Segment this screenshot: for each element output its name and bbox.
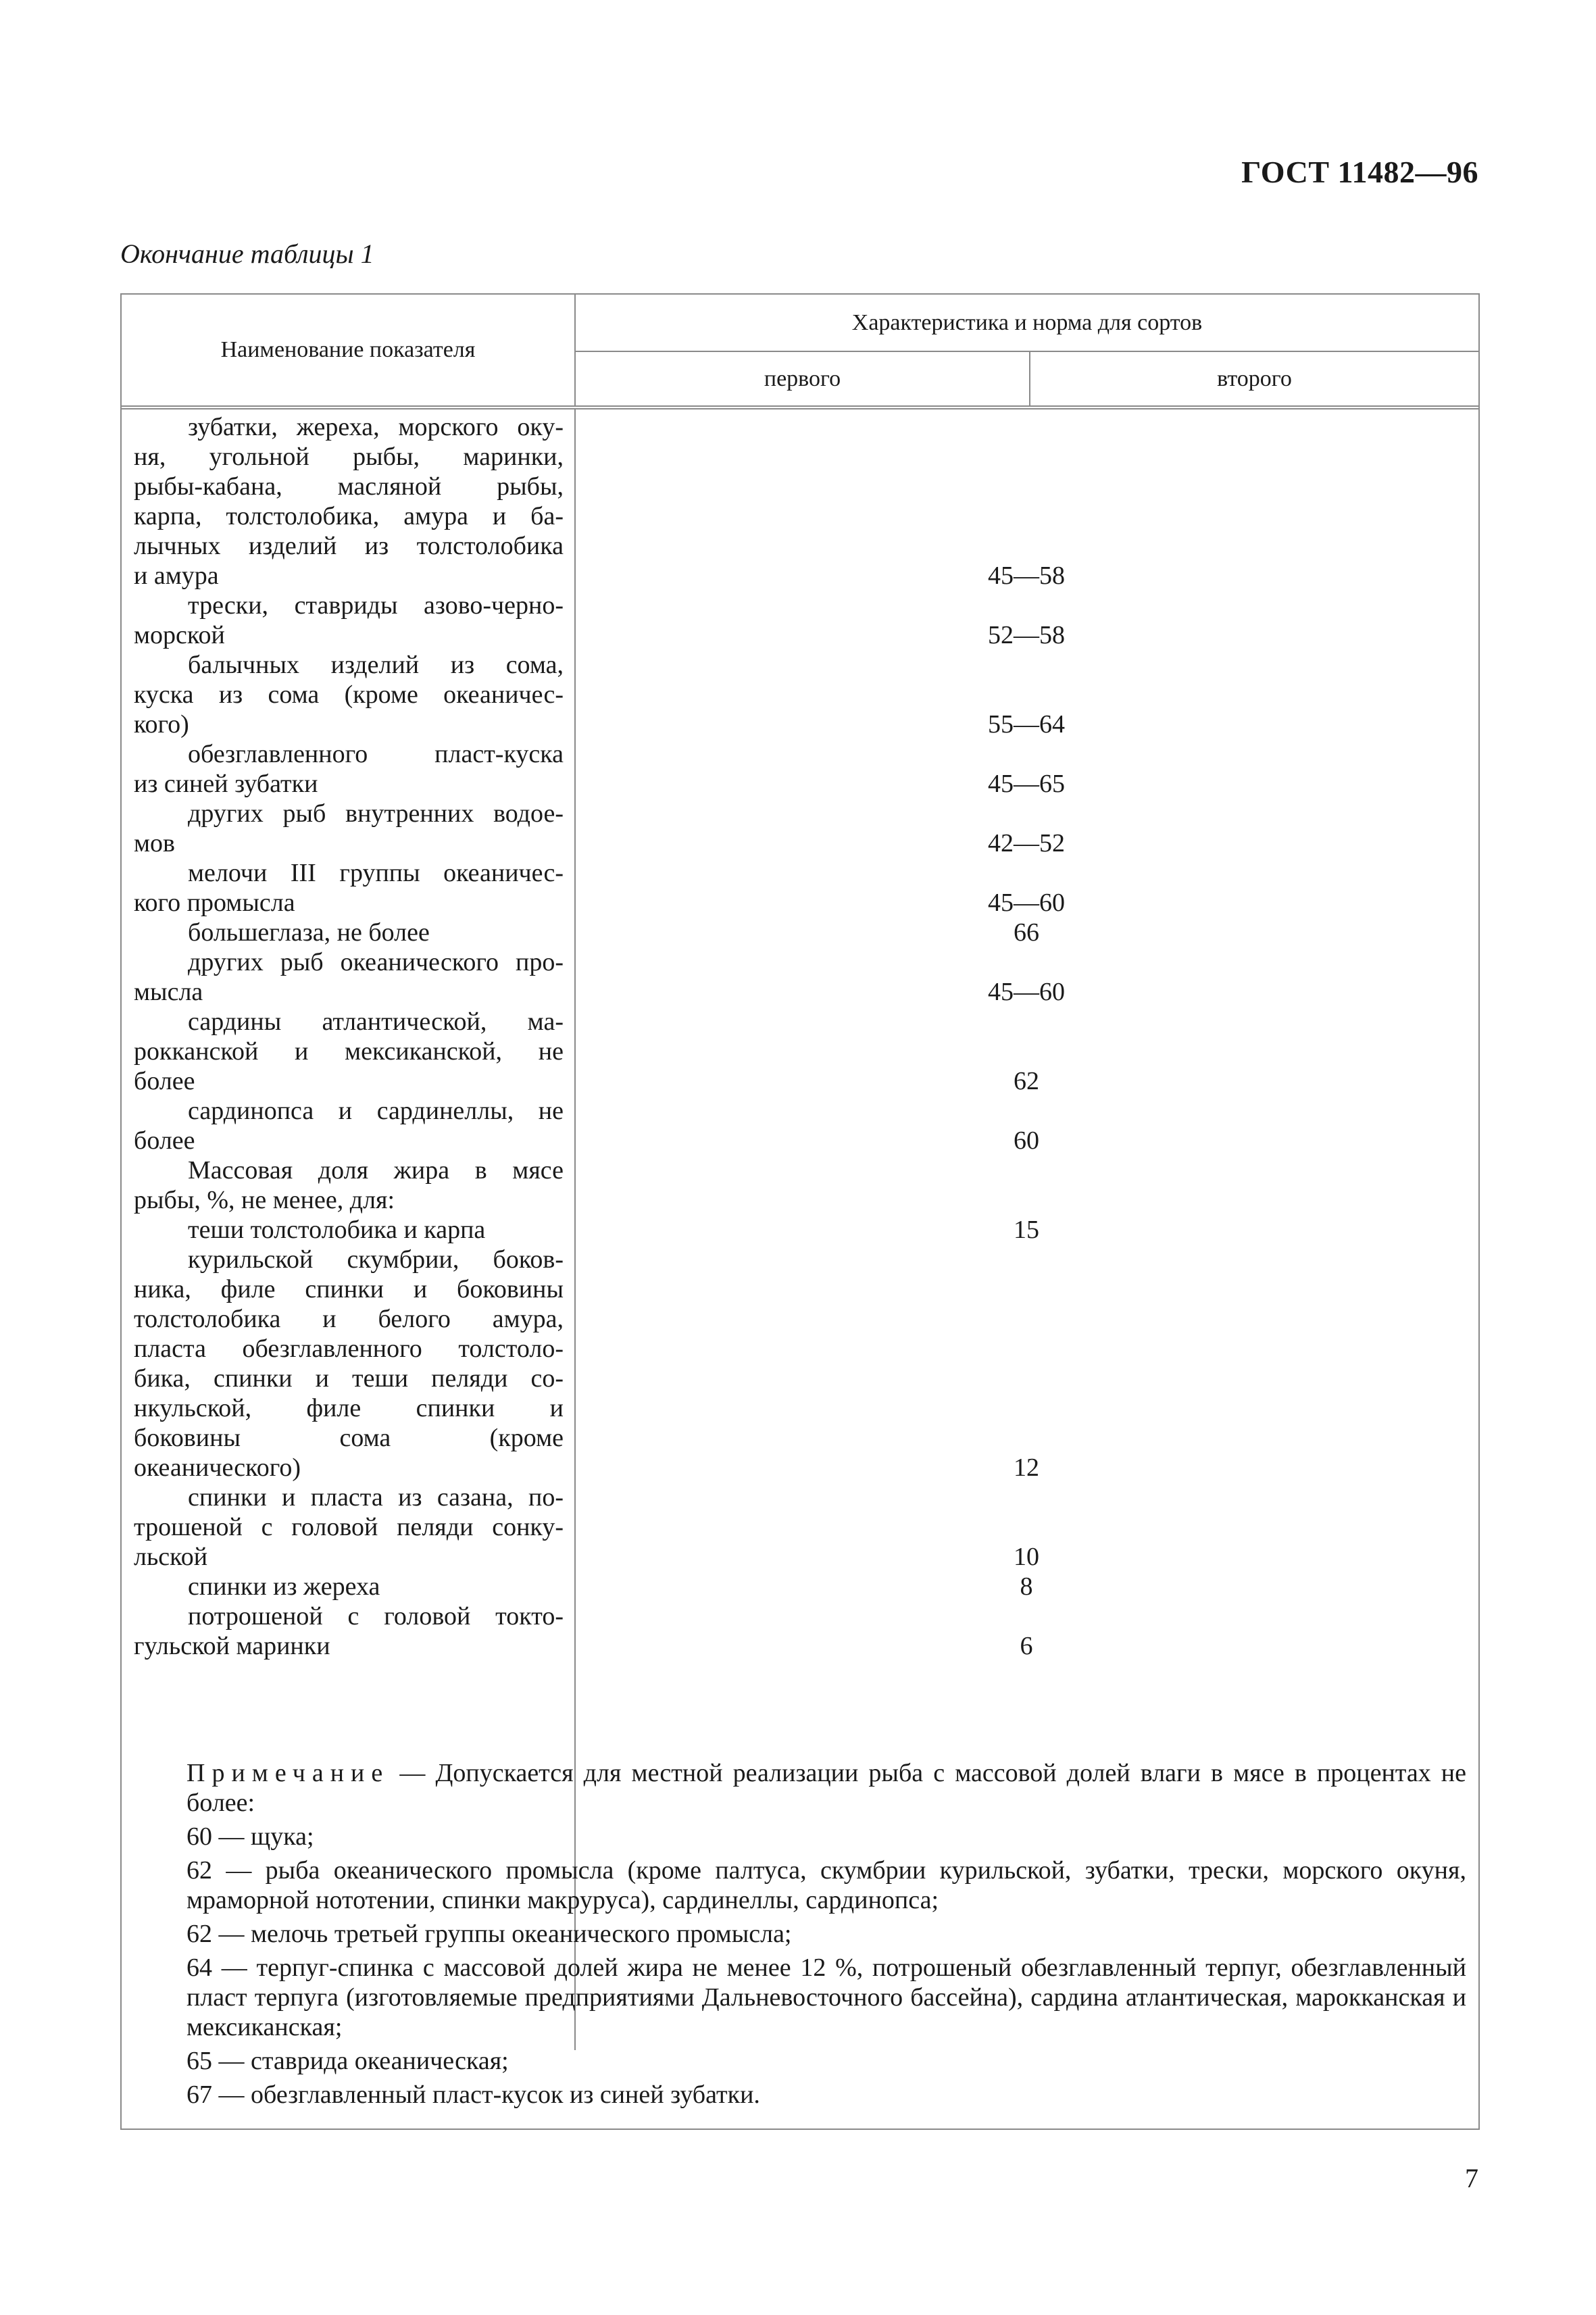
indicator-line: Массовая доля жира в мясе (188, 1156, 564, 1185)
indicator-line: других рыб океанического про- (188, 948, 564, 976)
indicator-value: 45—60 (988, 889, 1065, 917)
indicator-value-cell (574, 977, 1478, 1007)
indicator-line: мелочи III группы океаничес- (188, 859, 564, 887)
table-row (122, 591, 1478, 650)
indicator-value-cell (574, 1066, 1478, 1096)
indicator-value: 60 (1014, 1126, 1039, 1155)
table-body (122, 412, 1478, 1661)
indicator-line: куска из сома (кроме океаничес- (134, 680, 564, 709)
indicator-line: мысла (134, 978, 203, 1006)
indicator-value: 52—58 (988, 621, 1065, 649)
table-row (122, 1572, 1478, 1601)
note-item: 65 — ставрида океаническая; (186, 2047, 509, 2075)
indicator-line: ня, угольной рыбы, маринки, (134, 443, 564, 471)
indicator-line: карпа, толстолобика, амура и ба- (134, 502, 564, 530)
table-row (122, 1096, 1478, 1155)
indicator-name (122, 1245, 574, 1483)
indicator-value: 66 (1014, 918, 1039, 947)
indicator-value-cell (574, 620, 1478, 650)
indicator-value-cell (574, 1185, 1478, 1215)
indicator-name (122, 918, 574, 947)
indicator-line: мов (134, 829, 175, 857)
table-row (122, 1245, 1478, 1483)
indicator-line: трошеной с головой пеляди сонку- (134, 1513, 564, 1541)
indicator-value-cell (574, 1215, 1478, 1245)
table-row (122, 739, 1478, 799)
indicator-name (122, 739, 574, 799)
document-id: ГОСТ 11482—96 (1241, 155, 1478, 189)
indicator-line: ника, филе спинки и боковины (134, 1275, 564, 1303)
indicator-value: 45—65 (988, 770, 1065, 798)
indicator-line: льской (134, 1543, 208, 1571)
table-row (122, 799, 1478, 858)
indicator-line: трески, ставриды азово-черно- (188, 591, 564, 620)
indicator-value-cell (574, 918, 1478, 947)
note-item: 67 — обезглавленный пласт-кусок из синей зубатки. (186, 2081, 760, 2109)
note-label: Примечание (186, 1759, 390, 1787)
table-row (122, 918, 1478, 947)
indicator-name (122, 1572, 574, 1601)
table-row (122, 412, 1478, 591)
indicator-value-cell (574, 710, 1478, 739)
table-row (122, 1483, 1478, 1572)
indicator-line: и амура (134, 562, 219, 590)
column-header-indicator: Наименование показателя (220, 337, 476, 362)
indicator-name (122, 650, 574, 739)
page-number: 7 (1465, 2163, 1478, 2193)
indicator-value: 62 (1014, 1067, 1039, 1095)
indicator-value: 45—60 (988, 978, 1065, 1006)
indicator-line: более (134, 1067, 195, 1095)
indicator-line: рыбы-кабана, масляной рыбы, (134, 472, 564, 501)
table-caption: Окончание таблицы 1 (120, 239, 374, 269)
indicator-line: большеглаза, не более (188, 918, 430, 947)
indicator-value: 55—64 (988, 710, 1065, 739)
indicator-line: боковины сома (кроме (134, 1424, 564, 1452)
indicator-line: морской (134, 621, 225, 649)
indicator-line: бика, спинки и теши пеляди со- (134, 1364, 564, 1393)
indicator-line: спинки и пласта из сазана, по- (188, 1483, 564, 1512)
indicator-value: 15 (1014, 1216, 1039, 1244)
table-row (122, 947, 1478, 1007)
indicator-line: зубатки, жереха, морского оку- (188, 413, 564, 441)
indicator-value-cell (574, 1631, 1478, 1661)
indicator-line: спинки из жереха (188, 1572, 380, 1601)
table-row (122, 858, 1478, 918)
indicator-value: 45—58 (988, 562, 1065, 590)
table-note (120, 1758, 1480, 2114)
column-header-characteristic: Характеристика и норма для сортов (851, 309, 1203, 335)
indicator-line: рыбы, %, не менее, для: (134, 1186, 395, 1214)
table-row (122, 1601, 1478, 1661)
indicator-value: 10 (1014, 1543, 1039, 1571)
indicator-value-cell (574, 1572, 1478, 1601)
indicator-name (122, 858, 574, 918)
indicator-value-cell (574, 888, 1478, 918)
indicator-value-cell (574, 828, 1478, 858)
indicator-name (122, 1215, 574, 1245)
indicator-line: более (134, 1126, 195, 1155)
indicator-name (122, 1155, 574, 1215)
note-item: 60 — щука; (186, 1822, 314, 1851)
indicator-value: 12 (1014, 1453, 1039, 1482)
indicator-name (122, 1007, 574, 1096)
table-row (122, 1215, 1478, 1245)
table-row (122, 1007, 1478, 1096)
indicator-name (122, 1096, 574, 1155)
note-item: 64 — терпуг-спинка с массовой долей жира не менее 12 %, потрошеный обезглавленный терпуг, обезглавленный пласт терпуга (изготовляемые предприятиями Дальневосточного бассейна), сардина атлантическая, марокканская и мексиканская; (186, 1953, 1466, 2041)
indicator-line: пласта обезглавленного толстоло- (134, 1335, 564, 1363)
indicator-value: 42—52 (988, 829, 1065, 857)
indicator-line: нкульской, филе спинки и (134, 1394, 564, 1422)
indicator-value-cell (574, 769, 1478, 799)
indicator-line: рокканской и мексиканской, не (134, 1037, 564, 1066)
column-header-second-grade: второго (1217, 366, 1292, 391)
indicator-line: других рыб внутренних водое- (188, 799, 564, 828)
indicator-line: океанического) (134, 1453, 301, 1482)
indicator-line: теши толстолобика и карпа (188, 1216, 486, 1244)
note-intro (132, 1758, 1466, 1818)
note-item: 62 — рыба океанического промысла (кроме палтуса, скумбрии курильской, зубатки, трески, морского окуня, мраморной нототении, спинки макруруса), сардинеллы, сардинопса; (186, 1856, 1466, 1914)
indicator-line: кого промысла (134, 889, 295, 917)
indicator-name (122, 1601, 574, 1661)
note-item: 62 — мелочь третьей группы океанического промысла; (186, 1920, 792, 1948)
indicator-value-cell (574, 1542, 1478, 1572)
indicator-value: 8 (1020, 1572, 1033, 1601)
table-row (122, 650, 1478, 739)
table-row (122, 1155, 1478, 1215)
indicator-value: 6 (1020, 1632, 1033, 1660)
indicator-line: обезглавленного пласт-куска (188, 740, 564, 768)
indicator-line: толстолобика и белого амура, (134, 1305, 564, 1333)
indicator-name (122, 799, 574, 858)
indicator-line: из синей зубатки (134, 770, 318, 798)
indicator-line: потрошеной с головой токто- (188, 1602, 564, 1631)
indicator-line: балычных изделий из сома, (188, 651, 564, 679)
indicator-line: курильской скумбрии, боков- (188, 1245, 564, 1274)
indicator-name (122, 412, 574, 591)
indicator-value-cell (574, 561, 1478, 591)
indicator-line: гульской маринки (134, 1632, 330, 1660)
note-intro-text: — Допускается для местной реализации рыба с массовой долей влаги в мясе в процентах не более: (186, 1759, 1467, 1817)
indicator-value-cell (574, 1453, 1478, 1483)
column-header-first-grade: первого (764, 366, 841, 391)
indicator-line: лычных изделий из толстолобика (134, 532, 564, 560)
indicator-name (122, 947, 574, 1007)
header-double-rule (122, 405, 1478, 409)
indicator-line: сардины атлантической, ма- (188, 1007, 564, 1036)
indicator-line: сардинопса и сардинеллы, не (188, 1097, 564, 1125)
indicator-line: кого) (134, 710, 189, 739)
indicator-name (122, 591, 574, 650)
indicator-value-cell (574, 1126, 1478, 1155)
indicator-name (122, 1483, 574, 1572)
